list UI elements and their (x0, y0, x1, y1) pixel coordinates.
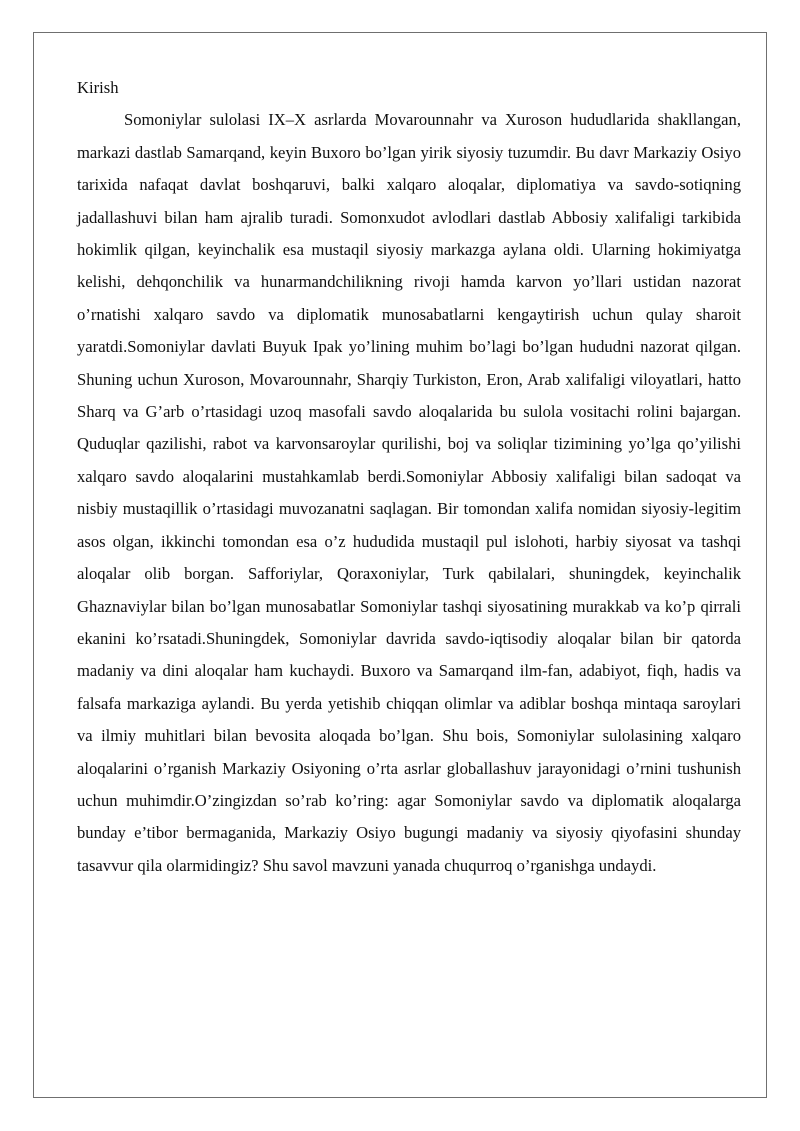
document-body (77, 72, 741, 882)
section-heading: Kirish (77, 78, 119, 97)
intro-paragraph: Somoniylar sulolasi IX–X asrlarda Movarounnahr va Xuroson hududlarida shakllangan, markazi dastlab Samarqand, keyin Buxoro bo’lgan yirik siyosiy tuzumdir. Bu davr Markaziy Osiyo tarixida nafaqat davlat boshqaruvi, balki xalqaro aloqalar, diplomatiya va savdo-sotiqning jadallashuvi bilan ham ajralib turadi. Somonxudot avlodlari dastlab Abbosiy xalifaligi tarkibida hokimlik qilgan, keyinchalik esa mustaqil siyosiy markazga aylana oldi. Ularning hokimiyatga kelishi, dehqonchilik va hunarmandchilikning rivoji hamda karvon yo’llari ustidan nazorat o’rnatishi xalqaro savdo va diplomatik munosabatlarni kengaytirish uchun qulay sharoit yaratdi.Somoniylar davlati Buyuk Ipak yo’lining muhim bo’lagi bo’lgan hududni nazorat qilgan. Shuning uchun Xuroson, Movarounnahr, Sharqiy Turkiston, Eron, Arab xalifaligi viloyatlari, hatto Sharq va G’arb o’rtasidagi uzoq masofali savdo aloqalarida bu sulola vositachi rolini bajargan. Quduqlar qazilishi, rabot va karvonsaroylar qurilishi, boj va soliqlar tizimining yo’lga qo’yilishi xalqaro savdo aloqalarini mustahkamlab berdi.Somoniylar Abbosiy xalifaligi bilan sadoqat va nisbiy mustaqillik o’rtasidagi muvozanatni saqlagan. Bir tomondan xalifa nomidan siyosiy-legitim asos olgan, ikkinchi tomondan esa o’z hududida mustaqil pul islohoti, harbiy siyosat va tashqi aloqalar olib borgan. Safforiylar, Qoraxoniylar, Turk qabilalari, shuningdek, keyinchalik Ghaznaviylar bilan bo’lgan munosabatlar Somoniylar tashqi siyosatining murakkab va ko’p qirrali ekanini ko’rsatadi.Shuningdek, Somoniylar davrida savdo-iqtisodiy aloqalar bilan bir qatorda madaniy va dini aloqalar ham kuchaydi. Buxoro va Samarqand ilm-fan, adabiyot, fiqh, hadis va falsafa markaziga aylandi. Bu yerda yetishib chiqqan olimlar va adiblar boshqa mintaqa saroylari va ilmiy muhitlari bilan bevosita aloqada bo’lgan. Shu bois, Somoniylar sulolasining xalqaro aloqalarini o’rganish Markaziy Osiyoning o’rta asrlar globallashuv jarayonidagi o’rnini tushunish uchun muhimdir.O’zingizdan so’rab ko’ring: agar Somoniylar savdo va diplomatik aloqalarga bunday e’tibor bermaganida, Markaziy Osiyo bugungi madaniy va siyosiy qiyofasini shunday tasavvur qila olarmidingiz? Shu savol mavzuni yanada chuqurroq o’rganishga undaydi. (77, 110, 741, 875)
